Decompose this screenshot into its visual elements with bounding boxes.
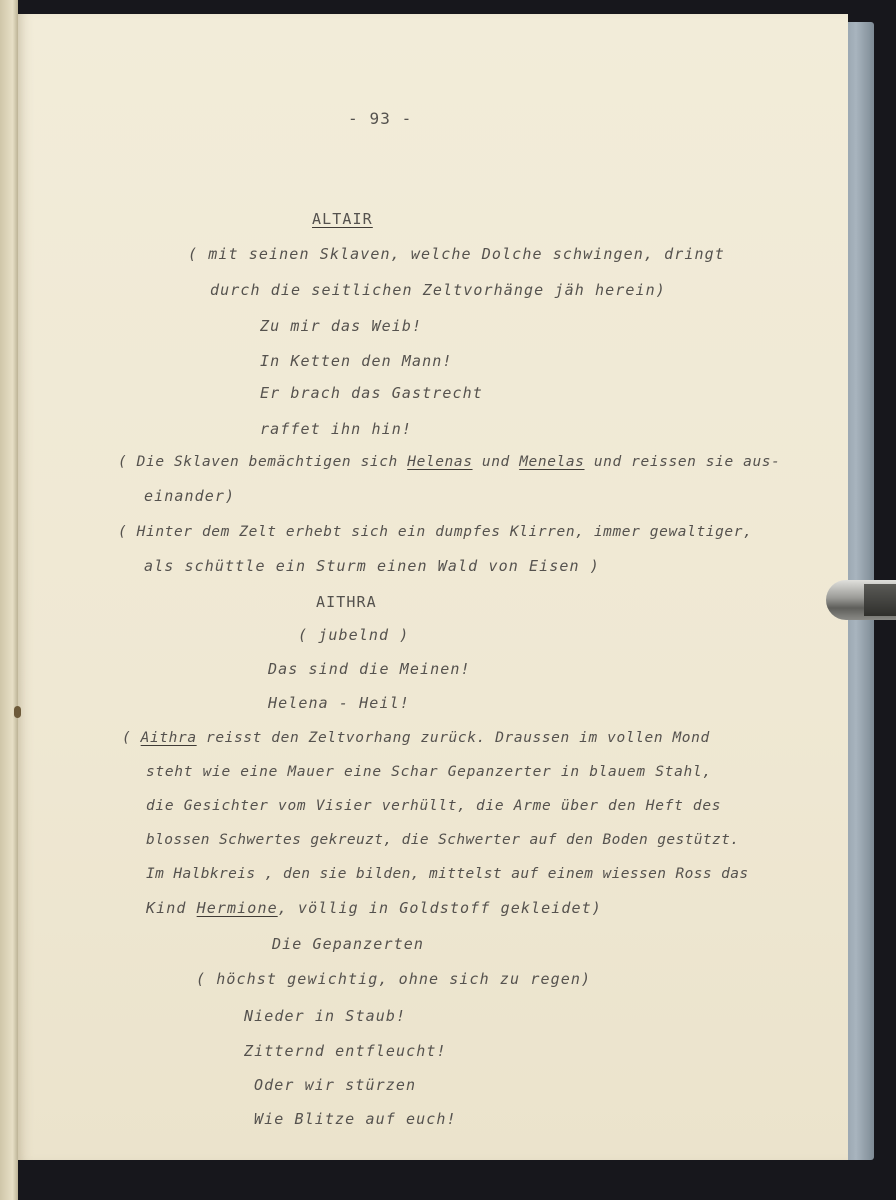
character-name: Hermione xyxy=(196,899,278,917)
character-name: Aithra xyxy=(140,730,197,746)
stage-text: Kind xyxy=(146,899,197,917)
stage-direction-line: ( jubelnd ) xyxy=(298,626,410,644)
binding-hole xyxy=(14,706,21,718)
verse-line: raffet ihn hin! xyxy=(260,420,412,438)
character-name: Helenas xyxy=(407,454,473,470)
speaker-aithra: AITHRA xyxy=(316,593,377,611)
verse-line: In Ketten den Mann! xyxy=(260,352,453,370)
verse-line: Zu mir das Weib! xyxy=(260,317,423,335)
speaker-gepanzerten: Die Gepanzerten xyxy=(272,935,424,953)
verse-line: Er brach das Gastrecht xyxy=(260,384,483,402)
character-name: Menelas xyxy=(519,454,585,470)
verse-line: Zitternd entfleucht! xyxy=(244,1042,447,1060)
verse-line: Nieder in Staub! xyxy=(244,1007,407,1025)
page-number: - 93 - xyxy=(348,109,413,128)
stage-direction-line: durch die seitlichen Zeltvorhänge jäh herein) xyxy=(210,281,666,299)
stage-direction-line xyxy=(118,453,780,471)
speaker-altair: ALTAIR xyxy=(312,210,373,228)
left-page-edge xyxy=(0,0,18,1200)
stage-text: ( xyxy=(122,730,141,746)
verse-line: Wie Blitze auf euch! xyxy=(254,1110,457,1128)
stage-direction-line: als schüttle ein Sturm einen Wald von Eisen ) xyxy=(144,557,600,575)
metal-clip-tip xyxy=(864,584,896,616)
stage-direction-line xyxy=(122,729,710,747)
typescript-page xyxy=(18,14,848,1160)
stage-text: ( Die Sklaven bemächtigen sich xyxy=(118,454,408,470)
stage-direction-line: einander) xyxy=(144,487,236,505)
stage-text: und xyxy=(472,454,520,470)
stage-direction-line xyxy=(146,899,602,917)
stage-direction-line: ( Hinter dem Zelt erhebt sich ein dumpfes Klirren, immer gewaltiger, xyxy=(118,524,753,540)
stage-direction-line: ( mit seinen Sklaven, welche Dolche schwingen, dringt xyxy=(188,245,725,263)
verse-line: Das sind die Meinen! xyxy=(268,660,471,678)
stage-direction-line: blossen Schwertes gekreuzt, die Schwerter auf den Boden gestützt. xyxy=(146,832,740,848)
stage-text: reisst den Zeltvorhang zurück. Draussen im vollen Mond xyxy=(196,730,710,746)
stage-direction-line: steht wie eine Mauer eine Schar Gepanzerter in blauem Stahl, xyxy=(146,764,712,780)
verse-line: Oder wir stürzen xyxy=(254,1076,417,1094)
stage-direction-line: Im Halbkreis , den sie bilden, mittelst auf einem wiessen Ross das xyxy=(146,866,749,882)
stage-direction-line: ( höchst gewichtig, ohne sich zu regen) xyxy=(196,970,592,988)
stage-text: und reissen sie aus- xyxy=(584,454,781,470)
verse-line: Helena - Heil! xyxy=(268,694,410,712)
stage-text: , völlig in Goldstoff gekleidet) xyxy=(277,899,602,917)
stage-direction-line: die Gesichter vom Visier verhüllt, die Arme über den Heft des xyxy=(146,798,722,814)
